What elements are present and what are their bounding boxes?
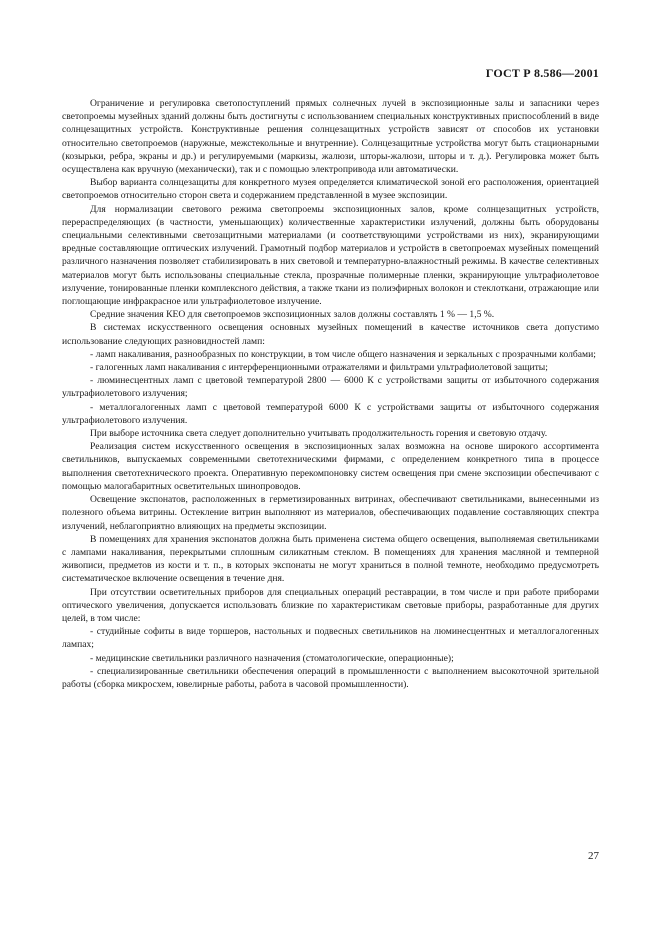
paragraph: Реализация систем искусственного освещения в экспозиционных залах возможна на основе широкого ассортимента светильников, выпускаемых современными светотехническими фирмами, с определением конкретного типа в процессе выполнения светотехнического проекта. Оперативную перекомпоновку систем освещения при смене экспозиции обеспечивают с помощью малогабаритных осветительных шинопроводов. [62, 441, 599, 492]
paragraph: Средние значения КЕО для светопроемов экспозиционных залов должны составлять 1 % — 1,5 %. [90, 309, 495, 321]
paragraph: При отсутствии осветительных приборов для специальных операций реставрации, в том числе и при работе приборами оптического увеличения, допускается использовать близкие по характеристикам световые приборы, разработанные для других целей, в том числе: [62, 586, 599, 624]
document-body [62, 97, 599, 691]
list-item: - ламп накаливания, разнообразных по конструкции, в том числе общего назначения и зеркальных с прозрачными колбами; [90, 348, 596, 360]
page-number: 27 [588, 850, 599, 862]
paragraph: В помещениях для хранения экспонатов должна быть применена система общего освещения, выполняемая светильниками с лампами накаливания, перекрытыми сплошным силикатным стеклом. В помещениях для хранения масляной и темперной живописи, предметов из кости и т. п., в которых экспонаты не могут храниться в полной темноте, необходимо предусмотреть систематическое включение освещения в течение дня. [62, 533, 599, 585]
standard-header: ГОСТ Р 8.586—2001 [485, 66, 599, 80]
list-item: - люминесцентных ламп с цветовой температурой 2800 — 6000 К с устройствами защиты от избыточного содержания ультрафиолетового излучения; [62, 375, 599, 400]
list-item: - специализированные светильники обеспечения операций в промышленности с выполнением высокоточной зрительной работы (сборка микросхем, ювелирные работы, работа в часовой промышленности). [62, 665, 599, 690]
list-item: - медицинские светильники различного назначения (стоматологические, операционные); [90, 652, 454, 664]
list-item: - студийные софиты в виде торшеров, настольных и подвесных светильников на люминесцентных и металлогалогенных лампах; [62, 626, 599, 651]
paragraph: Ограничение и регулировка светопоступлений прямых солнечных лучей в экспозиционные залы и запасники через светопроемы музейных зданий должны быть достигнуты с использованием специальных конструктивных приспособлений в виде солнцезащитных устройств. Конструктивные решения солнцезащитных устройств зависят от способов их установки относительно светопроемов (наружные, межстекольные и внутренние). Солнцезащитные устройства могут быть стационарными (козырьки, ребра, экраны и др.) и регулируемыми (маркизы, жалюзи, шторы-жалюзи, шторы и т. д.). Регулировка может быть осуществлена как вручную (механически), так и с помощью электропривода или автоматически. [62, 98, 599, 176]
list-item: - галогенных ламп накаливания с интерференционными отражателями и фильтрами ультрафиолетовой защиты; [90, 362, 548, 374]
paragraph: Выбор варианта солнцезащиты для конкретного музея определяется климатической зоной его расположения, ориентацией светопроемов относительно сторон света и содержанием представленной в музее экспозиции. [62, 177, 599, 202]
paragraph: В системах искусственного освещения основных музейных помещений в качестве источников света допустимо использование следующих разновидностей ламп: [62, 322, 599, 347]
paragraph: При выборе источника света следует дополнительно учитывать продолжительность горения и световую отдачу. [90, 428, 548, 440]
paragraph: Для нормализации светового режима светопроемы экспозиционных залов, кроме солнцезащитных устройств, перераспределяющих (в частности, уменьшающих) количественные характеристики излучений, должны быть оборудованы специальными селективными светозащитными материалами (и соответствующими устройствами из них), экранирующими вредные составляющие оптических излучений. Грамотный подбор материалов и устройств в светопроемах музейных помещений различного назначения позволяет стабилизировать в них световой и температурно-влажностный режимы. В качестве селективных материалов могут быть использованы специальные стекла, прозрачные полимерные пленки, экранирующие ультрафиолетовое излучение, тонированные пленки комплексного действия, а также ткани из полиэфирных волокон и стеклоткани, отражающие или поглощающие инфракрасное или ультрафиолетовое излучение. [62, 203, 599, 308]
paragraph: Освещение экспонатов, расположенных в герметизированных витринах, обеспечивают светильниками, вынесенными из полезного объема витрины. Остекление витрин выполняют из материалов, обеспечивающих подавление составляющих спектра излучений, неблагоприятно влияющих на предметы экспозиции. [62, 494, 599, 532]
list-item: - металлогалогенных ламп с цветовой температурой 6000 К с устройствами защиты от избыточного содержания ультрафиолетового излучения. [62, 401, 599, 426]
